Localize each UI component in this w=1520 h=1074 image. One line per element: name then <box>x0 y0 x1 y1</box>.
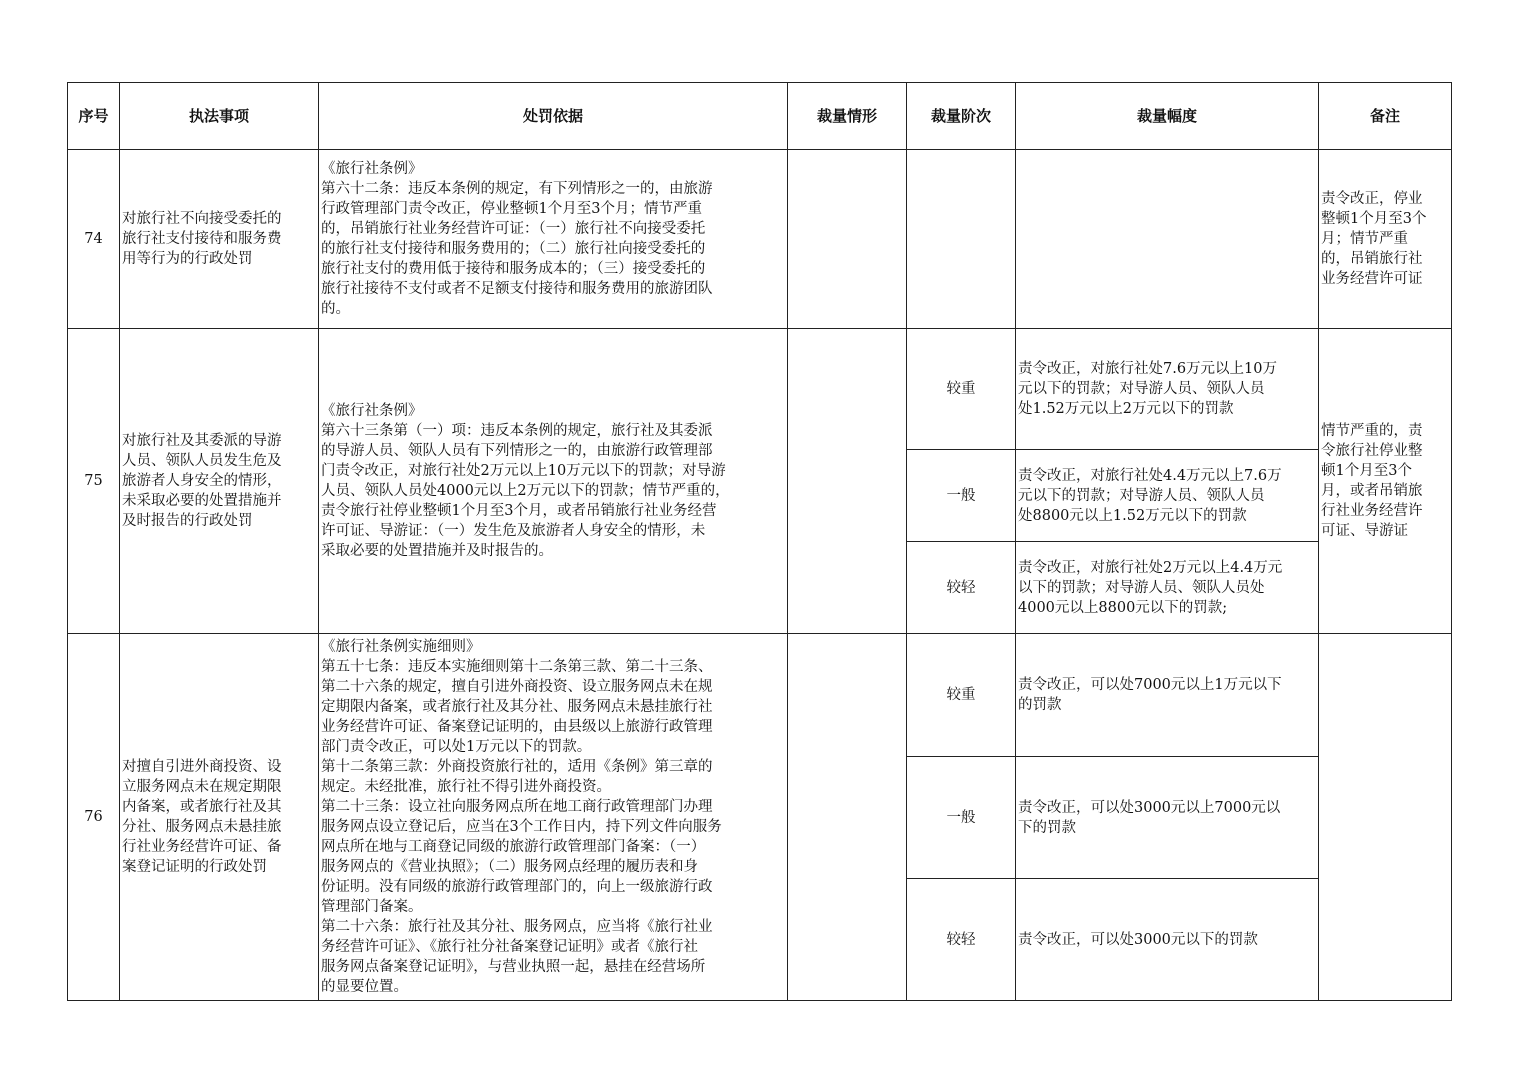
row-range: 责令改正，对旅行社处7.6万元以上10万 元以下的罚款；对导游人员、领队人员 处1.52万元以上2万元以下的罚款 <box>1016 329 1319 450</box>
row-basis: 《旅行社条例》 第六十三条第（一）项：违反本条例的规定，旅行社及其委派 的导游人员、领队人员有下列情形之一的，由旅游行政管理部 门责令改正，对旅行社处2万元以上10万元以下的罚款；对导游 人员、领队人员处4000元以上2万元以下的罚款；情节严重的， 责令旅行社停业整顿1个月至3个月，或者吊销旅行社业务经营 许可证、导游证：（一）发生危及旅游者人身安全的情形，未 采取必要的处置措施并及时报告的。 <box>319 329 788 634</box>
header-matter: 执法事项 <box>120 83 319 150</box>
header-situation: 裁量情形 <box>788 83 907 150</box>
row-range: 责令改正，对旅行社处4.4万元以上7.6万 元以下的罚款；对导游人员、领队人员 处8800元以上1.52万元以下的罚款 <box>1016 450 1319 542</box>
row-situation <box>788 150 907 329</box>
row-basis: 《旅行社条例》 第六十二条：违反本条例的规定，有下列情形之一的，由旅游 行政管理部门责令改正，停业整顿1个月至3个月；情节严重 的，吊销旅行社业务经营许可证：（一）旅行社不向接受委托 的旅行社支付接待和服务费用的；（二）旅行社向接受委托的 旅行社支付的费用低于接待和服务成本的；（三）接受委托的 旅行社接待不支付或者不足额支付接待和服务费用的旅游团队 的。 <box>319 150 788 329</box>
row-range: 责令改正，对旅行社处2万元以上4.4万元 以下的罚款；对导游人员、领队人员处 4000元以上8800元以下的罚款; <box>1016 542 1319 634</box>
table-row <box>68 329 1452 450</box>
row-matter: 对旅行社及其委派的导游 人员、领队人员发生危及 旅游者人身安全的情形， 未采取必要的处置措施并 及时报告的行政处罚 <box>120 329 319 634</box>
row-no: 75 <box>68 329 120 634</box>
row-range <box>1016 150 1319 329</box>
row-range: 责令改正，可以处7000元以上1万元以下 的罚款 <box>1016 634 1319 757</box>
header-remark: 备注 <box>1319 83 1452 150</box>
row-remark <box>1319 634 1452 1001</box>
row-level: 较重 <box>907 634 1016 757</box>
row-range: 责令改正，可以处3000元以上7000元以 下的罚款 <box>1016 757 1319 879</box>
row-matter: 对旅行社不向接受委托的 旅行社支付接待和服务费 用等行为的行政处罚 <box>120 150 319 329</box>
header-basis: 处罚依据 <box>319 83 788 150</box>
header-no: 序号 <box>68 83 120 150</box>
row-matter: 对擅自引进外商投资、设 立服务网点未在规定期限 内备案，或者旅行社及其 分社、服务网点未悬挂旅 行社业务经营许可证、备 案登记证明的行政处罚 <box>120 634 319 1001</box>
penalty-discretion-table <box>67 82 1452 1001</box>
row-level: 较重 <box>907 329 1016 450</box>
header-range: 裁量幅度 <box>1016 83 1319 150</box>
row-situation <box>788 329 907 634</box>
row-remark: 情节严重的，责 令旅行社停业整 顿1个月至3个 月，或者吊销旅 行社业务经营许 可证、导游证 <box>1319 329 1452 634</box>
table-row <box>68 150 1452 329</box>
row-remark: 责令改正，停业 整顿1个月至3个 月；情节严重 的，吊销旅行社 业务经营许可证 <box>1319 150 1452 329</box>
row-basis: 《旅行社条例实施细则》 第五十七条：违反本实施细则第十二条第三款、第二十三条、 第二十六条的规定，擅自引进外商投资、设立服务网点未在规 定期限内备案，或者旅行社及其分社、服务网点未悬挂旅行社 业务经营许可证、备案登记证明的，由县级以上旅游行政管理 部门责令改正，可以处1万元以下的罚款。 第十二条第三款：外商投资旅行社的，适用《条例》第三章的 规定。未经批准，旅行社不得引进外商投资。 第二十三条：设立社向服务网点所在地工商行政管理部门办理 服务网点设立登记后，应当在3个工作日内，持下列文件向服务 网点所在地与工商登记同级的旅游行政管理部门备案：（一） 服务网点的《营业执照》；（二）服务网点经理的履历表和身 份证明。没有同级的旅游行政管理部门的，向上一级旅游行政 管理部门备案。 第二十六条：旅行社及其分社、服务网点，应当将《旅行社业 务经营许可证》、《旅行社分社备案登记证明》或者《旅行社 服务网点备案登记证明》，与营业执照一起，悬挂在经营场所 的显要位置。 <box>319 634 788 1001</box>
row-level <box>907 150 1016 329</box>
table-row <box>68 634 1452 757</box>
row-level: 较轻 <box>907 879 1016 1001</box>
row-no: 74 <box>68 150 120 329</box>
row-level: 一般 <box>907 450 1016 542</box>
row-situation <box>788 634 907 1001</box>
header-row <box>68 83 1452 150</box>
header-level: 裁量阶次 <box>907 83 1016 150</box>
row-no: 76 <box>68 634 120 1001</box>
row-level: 一般 <box>907 757 1016 879</box>
row-level: 较轻 <box>907 542 1016 634</box>
row-range: 责令改正，可以处3000元以下的罚款 <box>1016 879 1319 1001</box>
